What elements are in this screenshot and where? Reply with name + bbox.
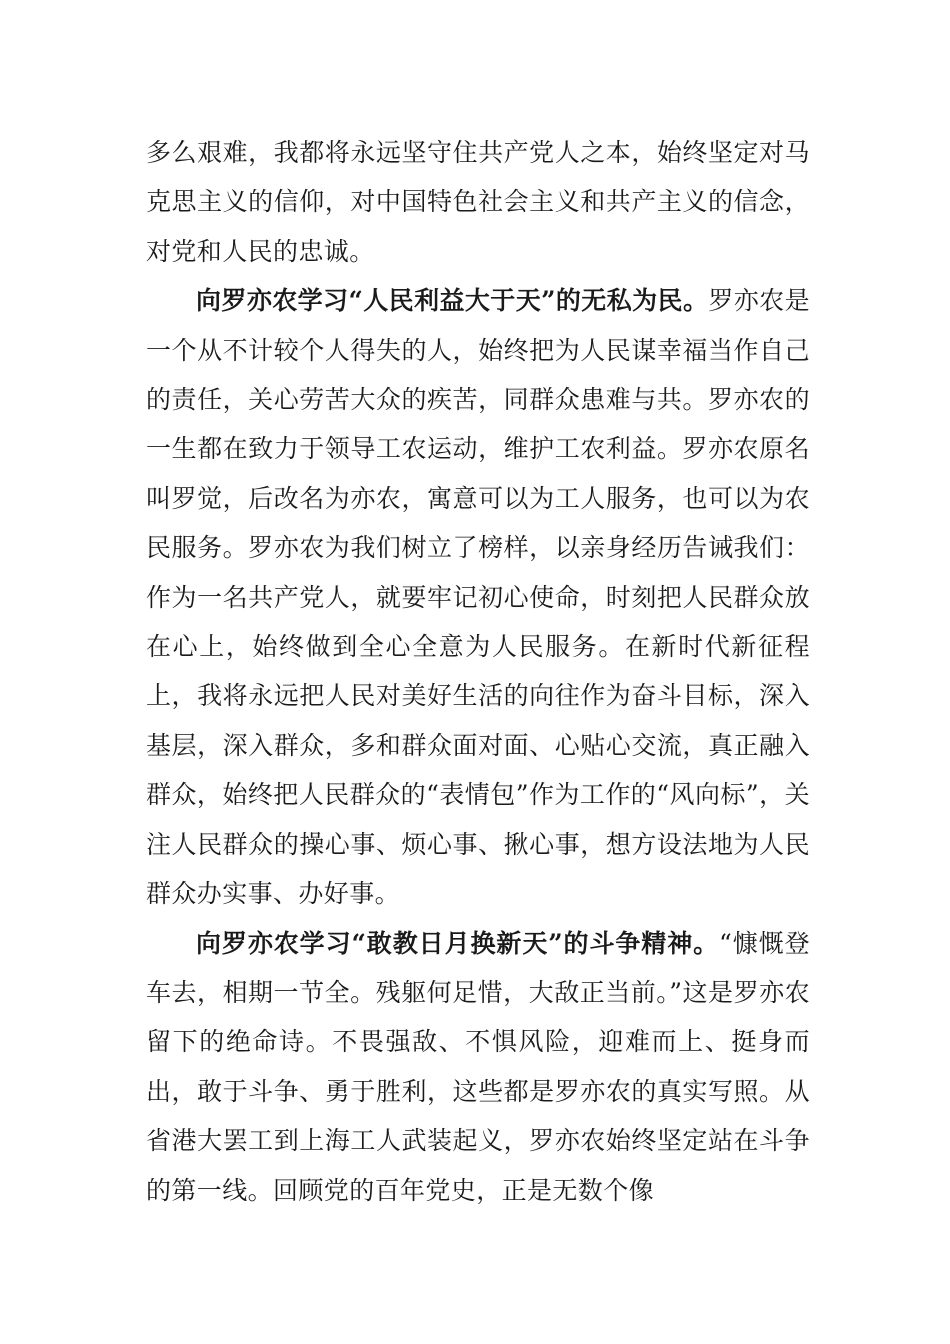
- paragraph-text: 罗亦农是一个从不计较个人得失的人，始终把为人民谋幸福当作自己的责任，关心劳苦大众的疾苦，同群众患难与共。罗亦农的一生都在致力于领导工农运动，维护工农利益。罗亦农原名叫罗觉，后改名为亦农，寓意可以为工人服务，也可以为农民服务。罗亦农为我们树立了榜样，以亲身经历告诫我们：作为一名共产党人，就要牢记初心使命，时刻把人民群众放在心上，始终做到全心全意为人民服务。在新时代新征程上，我将永远把人民对美好生活的向往作为奋斗目标，深入基层，深入群众，多和群众面对面、心贴心交流，真正融入群众，始终把人民群众的“表情包”作为工作的“风向标”，关注人民群众的操心事、烦心事、揪心事，想方设法地为人民群众办实事、办好事。: [146, 286, 810, 909]
- body-text: [146, 128, 810, 1215]
- paragraph-selfless-service: [146, 276, 810, 918]
- paragraph-fighting-spirit: [146, 919, 810, 1215]
- paragraph-text: 多么艰难，我都将永远坚守住共产党人之本，始终坚定对马克思主义的信仰，对中国特色社会主义和共产主义的信念，对党和人民的忠诚。: [146, 138, 810, 266]
- paragraph-heading: 向罗亦农学习“敢教日月换新天”的斗争精神。: [196, 928, 720, 958]
- paragraph-heading: 向罗亦农学习“人民利益大于天”的无私为民。: [196, 286, 709, 316]
- paragraph-text: “慷慨登车去，相期一节全。残躯何足惜，大敌正当前。”这是罗亦农留下的绝命诗。不畏强敌、不惧风险，迎难而上、挺身而出，敢于斗争、勇于胜利，这些都是罗亦农的真实写照。从省港大罢工到上海工人武装起义，罗亦农始终坚定站在斗争的第一线。回顾党的百年党史，正是无数个像: [146, 928, 810, 1205]
- paragraph-continued: [146, 128, 810, 276]
